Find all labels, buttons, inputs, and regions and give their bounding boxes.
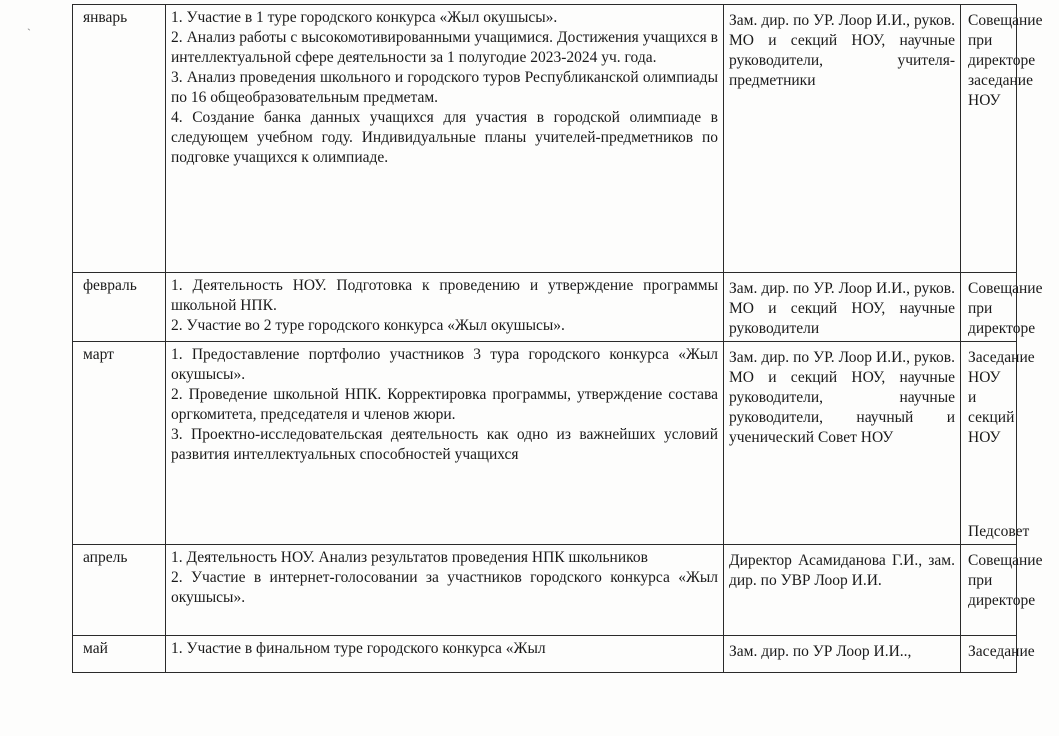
activity-item: 3. Проектно-исследовательская деятельность как одно из важнейших условий развития интеллектуальных способностей учащихся — [171, 426, 718, 463]
table-row — [73, 545, 1017, 636]
month-cell: январь — [73, 5, 166, 273]
month-cell: апрель — [73, 545, 166, 636]
form-line: Заседание — [968, 349, 1035, 366]
form-line: Совещание — [968, 552, 1043, 569]
month-cell: февраль — [73, 273, 166, 342]
form-line: Педсовет — [968, 523, 1030, 540]
responsible-cell: Директор Асамиданова Г.И., зам. дир. по УВР Лоор И.И. — [724, 545, 961, 636]
month-cell: май — [73, 636, 166, 673]
page-mark: ` — [27, 26, 31, 40]
activity-item: 1. Предоставление портфолио участников 3 тура городского конкурса «Жыл окушысы». — [171, 346, 718, 383]
table-row — [73, 636, 1017, 673]
activity-item: 2. Участие в интернет-голосовании за участников городского конкурса «Жыл окушысы». — [171, 569, 718, 606]
activities-cell — [166, 273, 724, 342]
form-line: НОУ и секций — [968, 369, 1015, 426]
form-line: Совещание — [968, 280, 1043, 297]
responsible-cell: Зам. дир. по УР. Лоор И.И., руков. МО и секций НОУ, научные руководители, учителя- предметники — [724, 5, 961, 273]
activity-item: 1. Деятельность НОУ. Подготовка к проведению и утверждение программы школьной НПК. — [171, 277, 718, 314]
form-line: НОУ — [968, 92, 1001, 109]
responsible-cell: Зам. дир. по УР Лоор И.И.., — [724, 636, 961, 673]
form-line: Заседание — [968, 643, 1035, 660]
month-cell: март — [73, 342, 166, 545]
form-line: при директоре — [968, 300, 1036, 337]
form-cell — [961, 342, 1035, 545]
form-cell — [961, 636, 1035, 673]
activity-item: 1. Участие в финальном туре городского конкурса «Жыл — [171, 640, 546, 657]
form-line: заседание — [968, 72, 1033, 89]
responsible-cell: Зам. дир. по УР. Лоор И.И., руков. МО и секций НОУ, научные руководители — [724, 273, 961, 342]
form-line: при директоре — [968, 572, 1036, 609]
form-line: Совещание — [968, 12, 1043, 29]
form-line: при директоре — [968, 32, 1036, 69]
activity-item: 2. Участие во 2 туре городского конкурса «Жыл окушысы». — [171, 317, 565, 334]
table-row — [73, 342, 1017, 545]
table-row — [73, 5, 1017, 273]
activities-cell — [166, 5, 724, 273]
activity-item: 3. Анализ проведения школьного и городского туров Республиканской олимпиады по 16 общеобразовательным предметам. — [171, 69, 718, 106]
work-plan-table — [72, 4, 1043, 673]
activity-item: 2. Проведение школьной НПК. Корректировка программы, утверждение состава оргкомитета, председателя и членов жюри. — [171, 386, 718, 423]
activities-cell — [166, 342, 724, 545]
activity-item: 4. Создание банка данных учащихся для участия в городской олимпиаде в следующем учебном году. Индивидуальные планы учителей-предметников по подговке учащихся к олимпиаде. — [171, 109, 718, 166]
form-spacer — [968, 448, 1011, 522]
form-cell — [961, 545, 1043, 636]
responsible-cell: Зам. дир. по УР. Лоор И.И., руков. МО и секций НОУ, научные руководители, научные руководители, научный и ученический Совет НОУ — [724, 342, 961, 545]
activities-cell — [166, 545, 724, 636]
form-cell — [961, 5, 1043, 273]
activity-item: 1. Деятельность НОУ. Анализ результатов проведения НПК школьников — [171, 549, 648, 566]
form-line: НОУ — [968, 429, 1001, 446]
activity-item: 2. Анализ работы с высокомотивированными учащимися. Достижения учащихся в интеллектуальной сфере деятельности за 1 полугодие 2023-2024 уч. года. — [171, 29, 718, 66]
form-cell — [961, 273, 1043, 342]
activities-cell — [166, 636, 724, 673]
activity-item: 1. Участие в 1 туре городского конкурса «Жыл окушысы». — [171, 9, 558, 26]
table-row — [73, 273, 1017, 342]
